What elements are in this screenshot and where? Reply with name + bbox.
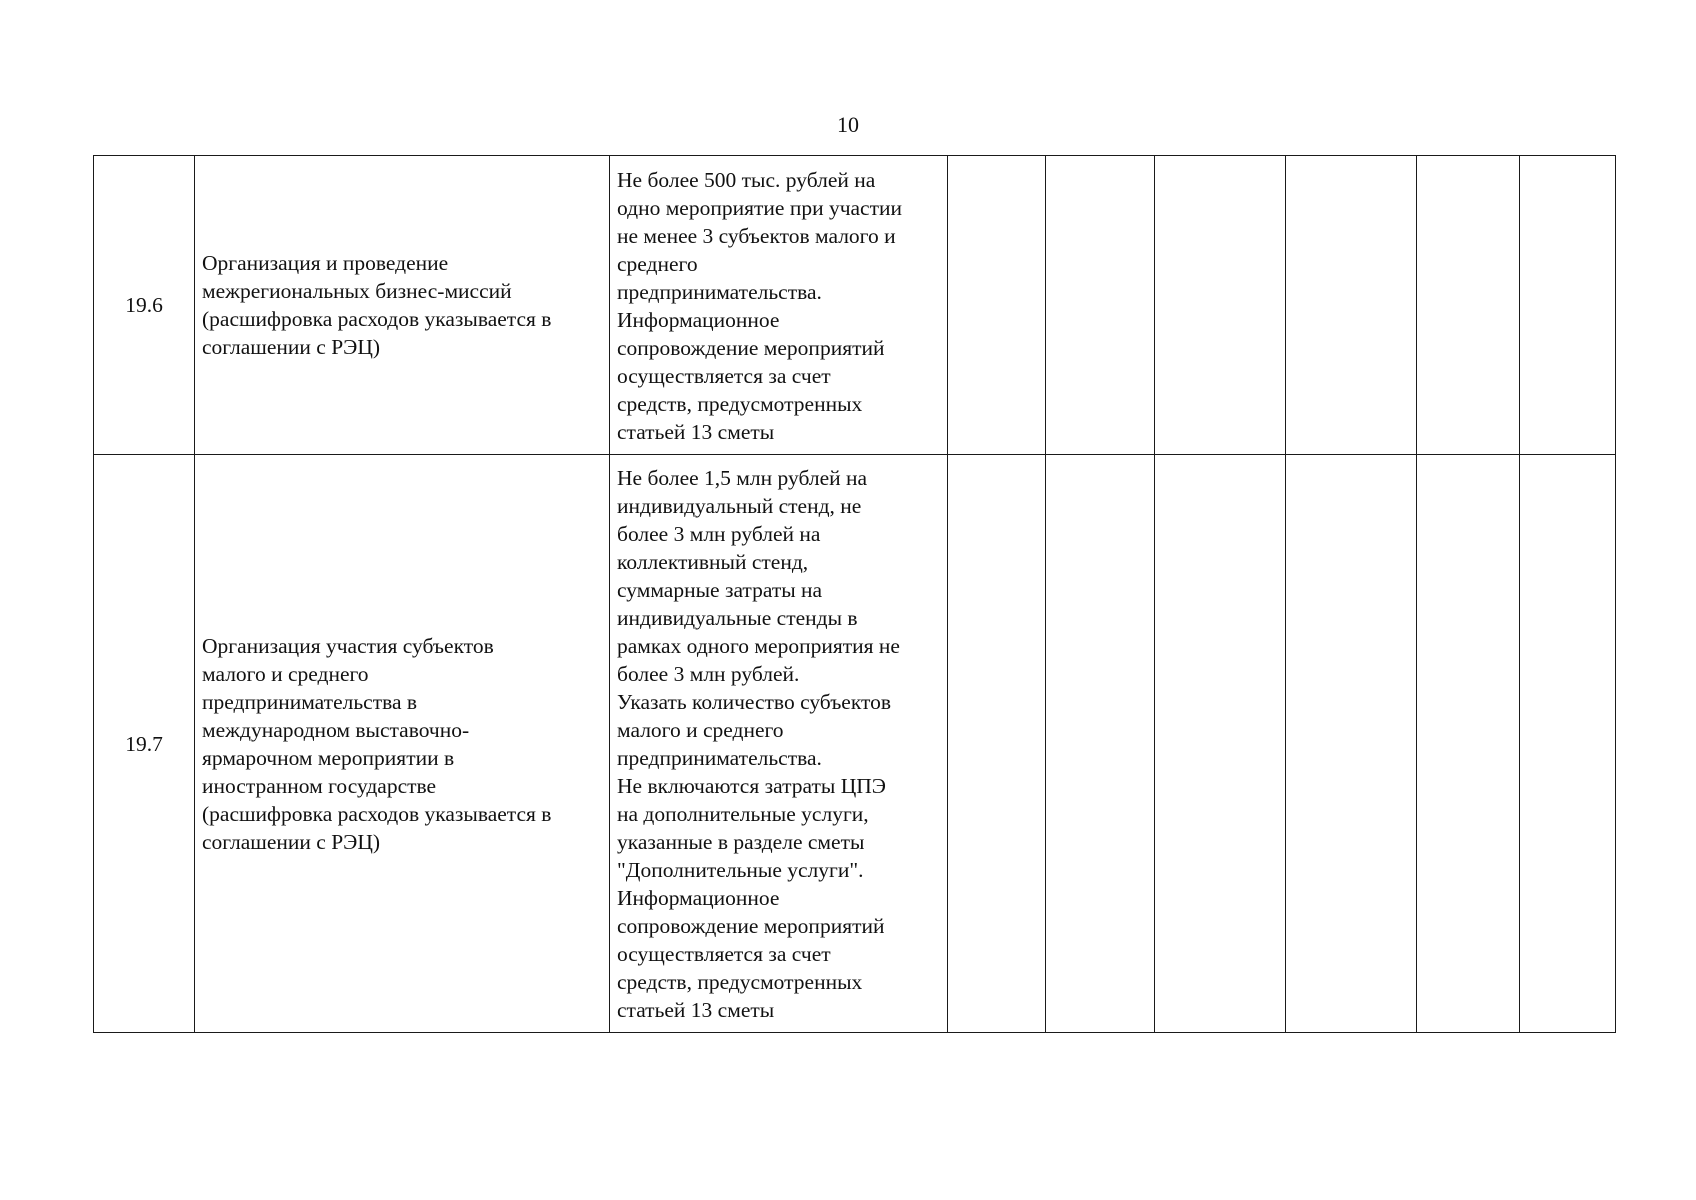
empty-cell	[1520, 455, 1616, 1033]
event-name-line: (расшифровка расходов указывается в	[202, 307, 552, 331]
condition-line: сопровождение мероприятий	[617, 914, 885, 938]
event-name-line: соглашении с РЭЦ)	[202, 829, 381, 854]
event-name-line: (расшифровка расходов указывается в	[202, 801, 552, 826]
event-name-line: ярмарочном мероприятии в	[202, 745, 455, 770]
condition-line: осуществляется за счет	[617, 942, 831, 966]
event-name-line: иностранном государстве	[202, 773, 437, 798]
condition-line: средств, предусмотренных	[617, 970, 863, 994]
empty-cell	[1155, 455, 1286, 1033]
empty-cell	[1417, 156, 1520, 455]
event-name-cell	[195, 156, 610, 455]
condition-line: Указать количество субъектов	[617, 690, 892, 714]
condition-line: Не более 1,5 млн рублей на	[617, 466, 868, 490]
event-name-line: международном выставочно-	[202, 717, 470, 742]
row-number: 19.6	[94, 156, 195, 455]
empty-cell	[1417, 455, 1520, 1033]
condition-line: Информационное	[617, 307, 780, 332]
condition-line: индивидуальные стенды в	[617, 606, 858, 630]
event-name-line: предпринимательства в	[202, 689, 418, 714]
empty-cell	[1155, 156, 1286, 455]
condition-line: суммарные затраты на	[617, 578, 823, 602]
condition-line: Не включаются затраты ЦПЭ	[617, 774, 886, 798]
condition-line: рамках одного мероприятия не	[617, 634, 900, 658]
condition-line: более 3 млн рублей.	[617, 662, 800, 686]
condition-line: Информационное	[617, 886, 780, 910]
condition-line: не менее 3 субъектов малого и	[617, 223, 896, 248]
empty-cell	[1286, 156, 1417, 455]
condition-line: средств, предусмотренных	[617, 391, 863, 416]
condition-line: статьей 13 сметы	[617, 998, 775, 1022]
budget-table	[93, 155, 1616, 1033]
condition-line: Не более 500 тыс. рублей на	[617, 167, 876, 192]
condition-line: предпринимательства.	[617, 746, 822, 770]
conditions-cell	[610, 455, 948, 1033]
empty-cell	[1286, 455, 1417, 1033]
event-name-line: межрегиональных бизнес-миссий	[202, 279, 512, 303]
condition-line: более 3 млн рублей на	[617, 522, 821, 546]
empty-cell	[1046, 455, 1155, 1033]
event-name-line: Организация и проведение	[202, 251, 449, 275]
row-number: 19.7	[94, 455, 195, 1033]
condition-line: среднего	[617, 251, 698, 276]
empty-cell	[948, 455, 1046, 1033]
empty-cell	[948, 156, 1046, 455]
condition-line: одно мероприятие при участии	[617, 195, 903, 220]
conditions-cell	[610, 156, 948, 455]
empty-cell	[1520, 156, 1616, 455]
condition-line: "Дополнительные услуги".	[617, 858, 864, 882]
table-row	[94, 156, 1616, 455]
condition-line: коллективный стенд,	[617, 550, 809, 574]
condition-line: индивидуальный стенд, не	[617, 494, 862, 518]
condition-line: статьей 13 сметы	[617, 419, 775, 444]
condition-line: осуществляется за счет	[617, 363, 831, 388]
event-name-cell	[195, 455, 610, 1033]
event-name-line: соглашении с РЭЦ)	[202, 335, 381, 359]
event-name-line: малого и среднего	[202, 661, 369, 686]
table-row	[94, 455, 1616, 1033]
page-number: 10	[837, 112, 859, 137]
condition-line: сопровождение мероприятий	[617, 335, 885, 360]
event-name-line: Организация участия субъектов	[202, 633, 494, 658]
condition-line: малого и среднего	[617, 718, 784, 742]
condition-line: на дополнительные услуги,	[617, 802, 869, 826]
condition-line: указанные в разделе сметы	[617, 830, 865, 854]
condition-line: предпринимательства.	[617, 279, 822, 304]
empty-cell	[1046, 156, 1155, 455]
